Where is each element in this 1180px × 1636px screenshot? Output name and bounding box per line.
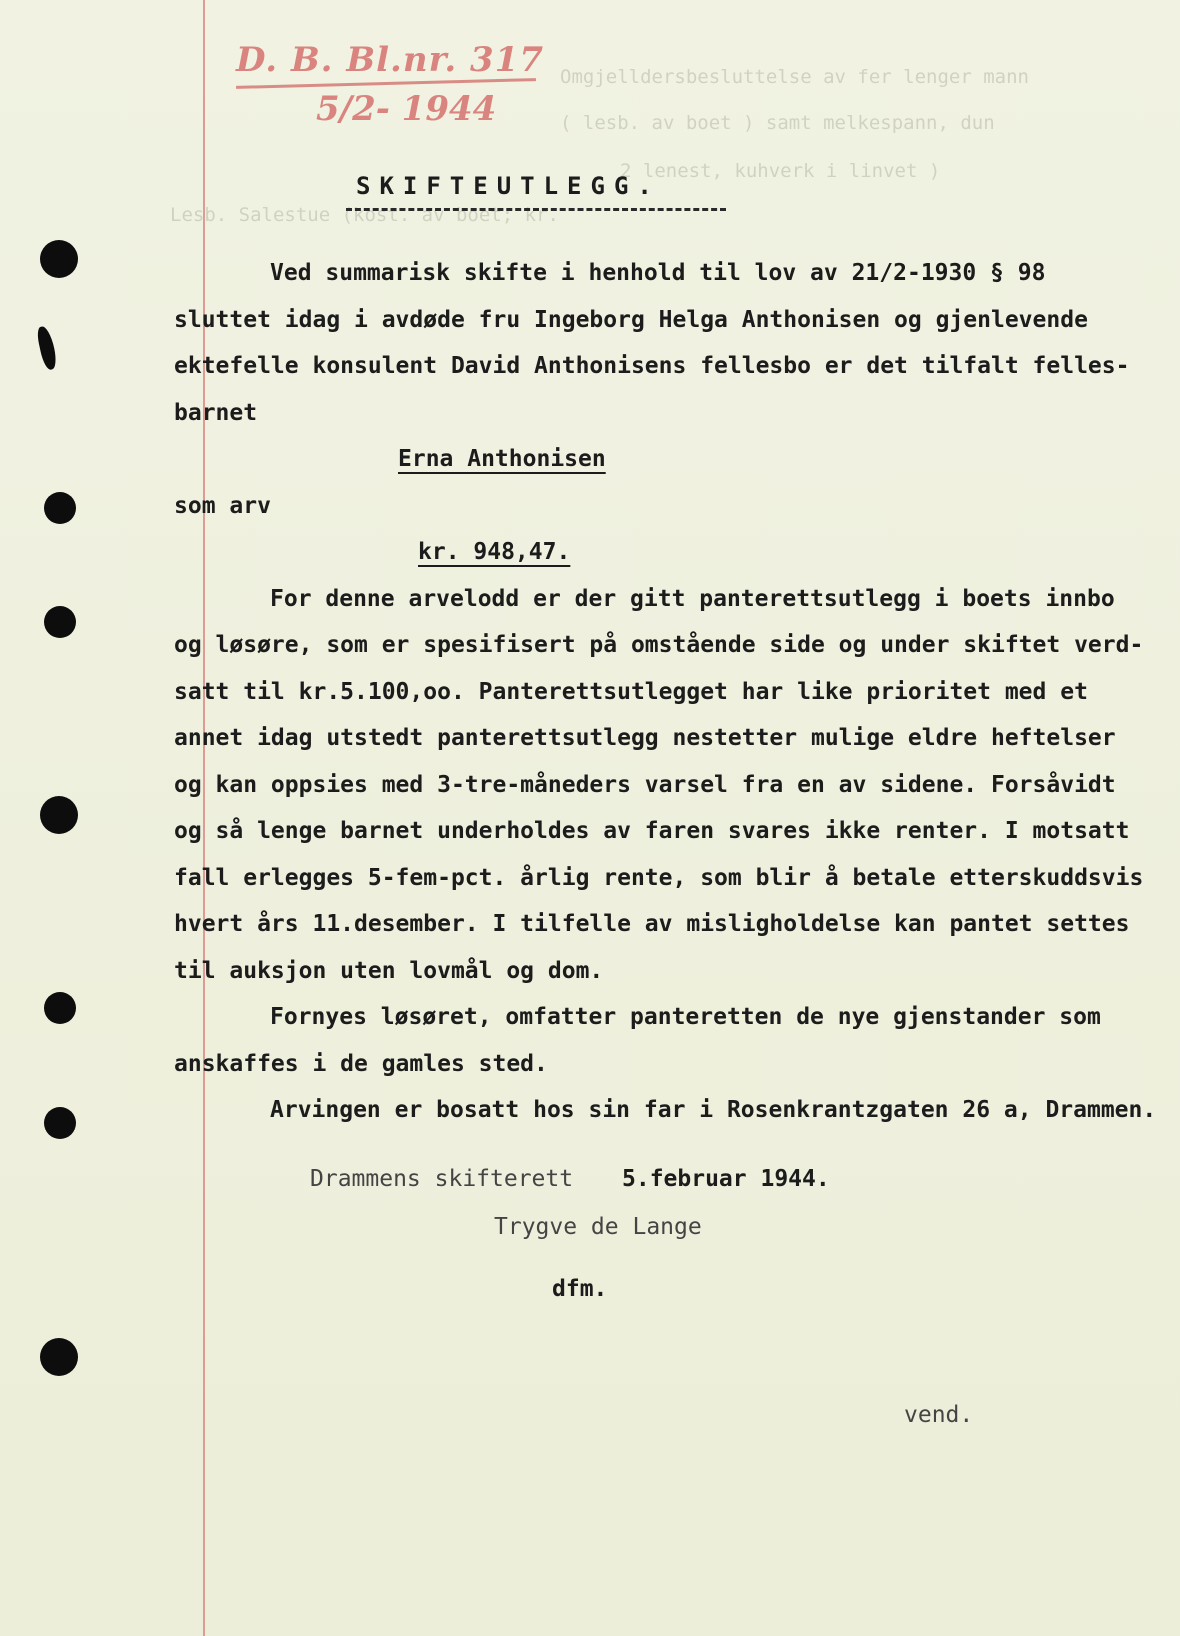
punch-hole-icon <box>40 240 78 278</box>
paragraph-line: barnet <box>174 399 258 426</box>
bleed-through-text: Lesb. Salestue (kost. av boet; kr. <box>170 204 559 226</box>
paragraph-line: satt til kr.5.100,oo. Panterettsutlegget har like prioritet med et <box>174 678 1088 705</box>
turn-page-note: vend. <box>904 1402 974 1428</box>
paragraph-line: Ved summarisk skifte i henhold til lov av 21/2-1930 § 98 <box>270 260 1046 286</box>
stamp-date: 5/2- 1944 <box>316 89 497 129</box>
paragraph-line: fall erlegges 5-fem-pct. årlig rente, som blir å betale etterskuddsvis <box>174 864 1144 891</box>
document-title: SKIFTEUTLEGG. <box>356 172 661 200</box>
paragraph-line: ektefelle konsulent David Anthonisens fellesbo er det tilfalt felles- <box>174 353 1130 379</box>
punch-hole-icon <box>44 492 76 524</box>
paragraph-line: og løsøre, som er spesifisert på omstående side og under skiftet verd- <box>174 632 1144 658</box>
heir-name: Erna Anthonisen <box>398 446 606 472</box>
punch-hole-icon <box>36 325 59 371</box>
punch-hole-icon <box>44 606 76 638</box>
document-body <box>174 250 1164 1134</box>
punch-hole-icon <box>40 1338 78 1376</box>
paragraph-line: og kan oppsies med 3-tre-måneders varsel fra en av sidene. Forsåvidt <box>174 771 1116 798</box>
punch-hole-icon <box>44 1107 76 1139</box>
bleed-through-text: ( lesb. av boet ) samt melkespann, dun <box>560 112 995 134</box>
paragraph-line: og så lenge barnet underholdes av faren svares ikke renter. I motsatt <box>174 818 1130 844</box>
bleed-through-text: Omgjelldersbesluttelse av fer lenger mann <box>560 66 1029 88</box>
as-inheritance-label: som arv <box>174 492 271 519</box>
inheritance-amount: kr. 948,47. <box>418 539 571 565</box>
punch-hole-icon <box>44 992 76 1024</box>
bleed-through-text: 2 lenest, kuhverk i linvet ) <box>620 160 941 182</box>
title-underline <box>346 208 726 211</box>
signature-date: 5.februar 1944. <box>622 1166 830 1192</box>
paragraph-line: annet idag utstedt panterettsutlegg nestetter mulige eldre heftelser <box>174 725 1116 751</box>
paragraph-line: Arvingen er bosatt hos sin far i Rosenkrantzgaten 26 a, Drammen. <box>270 1097 1157 1123</box>
punch-hole-icon <box>40 796 78 834</box>
paragraph-line: sluttet idag i avdøde fru Ingeborg Helga Anthonisen og gjenlevende <box>174 306 1088 333</box>
paragraph-line: hvert års 11.desember. I tilfelle av misligholdelse kan pantet settes <box>174 911 1130 937</box>
paragraph-line: For denne arvelodd er der gitt panterettsutlegg i boets innbo <box>270 585 1115 612</box>
paragraph-line: Fornyes løsøret, omfatter panteretten de nye gjenstander som <box>270 1004 1101 1030</box>
amount-line <box>174 529 1164 576</box>
court-name: Drammens skifterett <box>310 1166 574 1192</box>
signatory-initials: dfm. <box>552 1276 608 1302</box>
heir-name-line <box>174 436 1164 483</box>
registration-stamp <box>236 40 544 129</box>
paragraph-line: til auksjon uten lovmål og dom. <box>174 957 604 984</box>
stamp-register-number: D. B. Bl.nr. 317 <box>236 40 545 80</box>
paragraph-line: anskaffes i de gamles sted. <box>174 1050 548 1077</box>
signatory-name: Trygve de Lange <box>494 1214 702 1240</box>
